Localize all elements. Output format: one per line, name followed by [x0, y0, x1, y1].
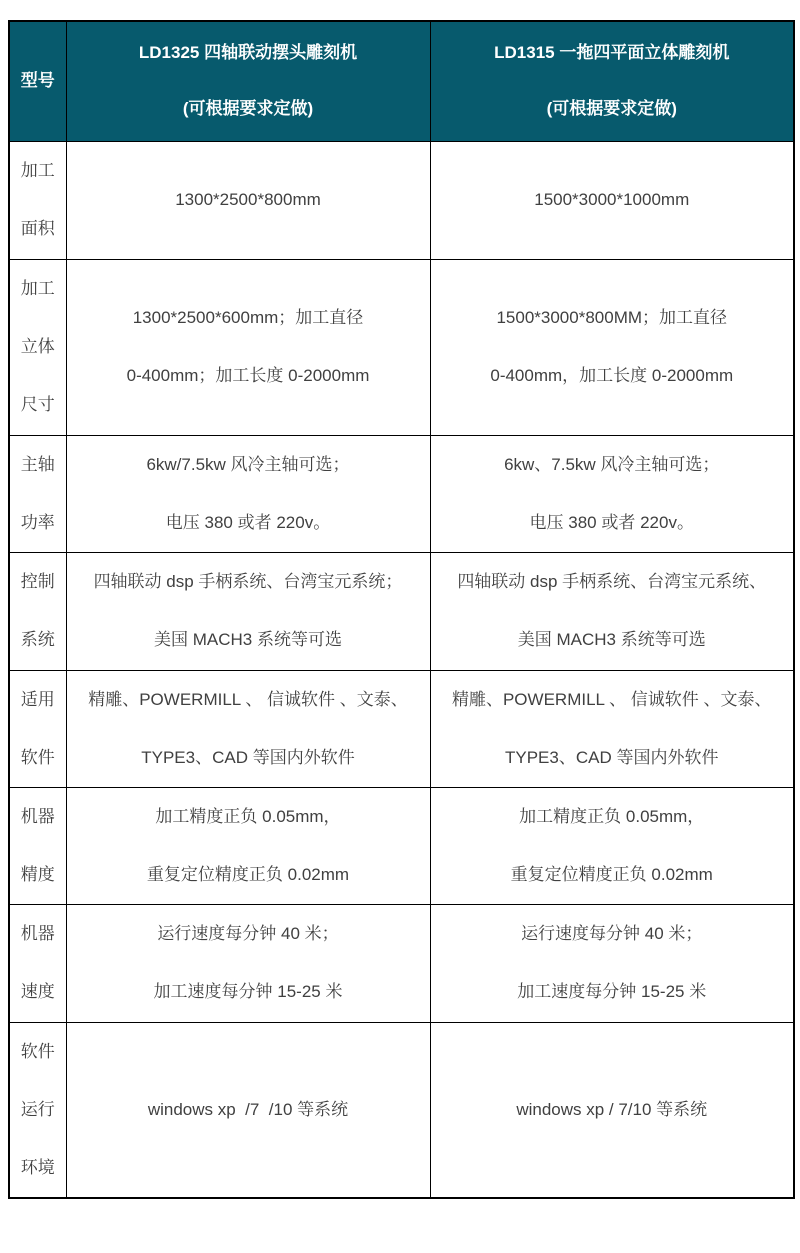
table-row-speed [9, 904, 794, 1022]
text-line: 0-400mm，加工长度 0-2000mm [490, 366, 734, 385]
cell-ld1315 [430, 1022, 794, 1198]
text-line: 机器 [20, 924, 55, 943]
text-line: 运行 [20, 1099, 55, 1119]
table-row-precision [9, 787, 794, 904]
spec-table-container [8, 20, 795, 1199]
text-line: 运行速度每分钟 40 米； [157, 924, 339, 943]
cell-ld1315 [430, 552, 794, 670]
cell-ld1325 [66, 552, 430, 670]
text-line: 速度 [20, 982, 55, 1001]
header-ld1315 [430, 21, 794, 141]
text-line: 美国 MACH3 系统等可选 [517, 630, 706, 649]
text-line: 加工速度每分钟 15-25 米 [153, 982, 343, 1001]
text-line: 控制 [20, 572, 55, 591]
cell-ld1325 [66, 787, 430, 904]
text-line: windows xp / 7/10 等系统 [516, 1099, 708, 1119]
row-label [9, 904, 66, 1022]
row-label [9, 552, 66, 670]
text-line: 加工精度正负 0.05mm， [519, 806, 705, 826]
text-line: LD1315 一拖四平面立体雕刻机 [494, 43, 730, 63]
table-row-control-system [9, 552, 794, 670]
text-line: 面积 [20, 219, 55, 238]
text-line: 1500*3000*1000mm [534, 190, 690, 209]
text-line: 6kw/7.5kw 风冷主轴可选； [146, 454, 350, 474]
text-line: TYPE3、CAD 等国内外软件 [505, 747, 719, 767]
cell-ld1325 [66, 435, 430, 552]
table-row-software [9, 670, 794, 787]
row-label [9, 141, 66, 259]
header-row [9, 21, 794, 141]
text-line: 0-400mm；加工长度 0-2000mm [126, 366, 370, 385]
text-line: 适用 [20, 689, 55, 709]
cell-ld1315 [430, 904, 794, 1022]
cell-ld1325 [66, 259, 430, 435]
text-line: 尺寸 [20, 395, 55, 414]
text-line: 重复定位精度正负 0.02mm [146, 864, 350, 884]
table-row-os-environment [9, 1022, 794, 1198]
text-line: 加工 [20, 279, 55, 298]
cell-ld1325 [66, 670, 430, 787]
cell-ld1315 [430, 259, 794, 435]
text-line: 精度 [20, 864, 55, 884]
text-line: (可根据要求定做) [182, 99, 314, 119]
table-row-spindle-power [9, 435, 794, 552]
cell-ld1325 [66, 141, 430, 259]
text-line: 功率 [20, 512, 55, 532]
row-label [9, 670, 66, 787]
text-line: 四轴联动 dsp 手柄系统、台湾宝元系统； [93, 572, 403, 591]
text-line: 1300*2500*600mm；加工直径 [132, 308, 364, 327]
text-line: 系统 [20, 630, 55, 649]
text-line: 电压 380 或者 220v。 [165, 512, 331, 532]
text-line: 主轴 [20, 454, 55, 474]
text-line: 加工速度每分钟 15-25 米 [517, 982, 707, 1001]
text-line: 6kw、7.5kw 风冷主轴可选； [504, 454, 720, 474]
cell-ld1325 [66, 904, 430, 1022]
text-line: 1500*3000*800MM；加工直径 [496, 308, 728, 327]
text-line: 四轴联动 dsp 手柄系统、台湾宝元系统、 [457, 572, 767, 591]
text-line: 立体 [20, 337, 55, 356]
row-label [9, 435, 66, 552]
text-line: 1300*2500*800mm [175, 190, 321, 209]
text-line: TYPE3、CAD 等国内外软件 [141, 747, 355, 767]
text-line: 运行速度每分钟 40 米； [521, 924, 703, 943]
cell-ld1325 [66, 1022, 430, 1198]
text-line: 加工精度正负 0.05mm， [155, 806, 341, 826]
text-line: 软件 [20, 747, 55, 767]
text-line: 加工 [20, 161, 55, 180]
cell-ld1315 [430, 435, 794, 552]
cell-ld1315 [430, 141, 794, 259]
table-row-3d-size [9, 259, 794, 435]
machine-spec-table [8, 20, 795, 1199]
text-line: 精雕、POWERMILL 、 信诚软件 、文泰、 [451, 689, 772, 709]
text-line: 软件 [20, 1041, 55, 1061]
table-row-machining-area [9, 141, 794, 259]
text-line: (可根据要求定做) [546, 99, 677, 119]
row-label [9, 259, 66, 435]
text-line: 型号 [20, 71, 55, 91]
row-label [9, 787, 66, 904]
text-line: 精雕、POWERMILL 、 信诚软件 、文泰、 [88, 689, 408, 709]
header-ld1325 [66, 21, 430, 141]
cell-ld1315 [430, 670, 794, 787]
text-line: 美国 MACH3 系统等可选 [154, 630, 342, 649]
cell-ld1315 [430, 787, 794, 904]
text-line: 重复定位精度正负 0.02mm [510, 864, 713, 884]
header-model-label [9, 21, 66, 141]
text-line: LD1325 四轴联动摆头雕刻机 [138, 43, 358, 63]
row-label [9, 1022, 66, 1198]
text-line: 电压 380 或者 220v。 [529, 512, 694, 532]
text-line: 环境 [20, 1157, 55, 1177]
text-line: windows xp /7 /10 等系统 [147, 1099, 349, 1119]
text-line: 机器 [20, 806, 55, 826]
